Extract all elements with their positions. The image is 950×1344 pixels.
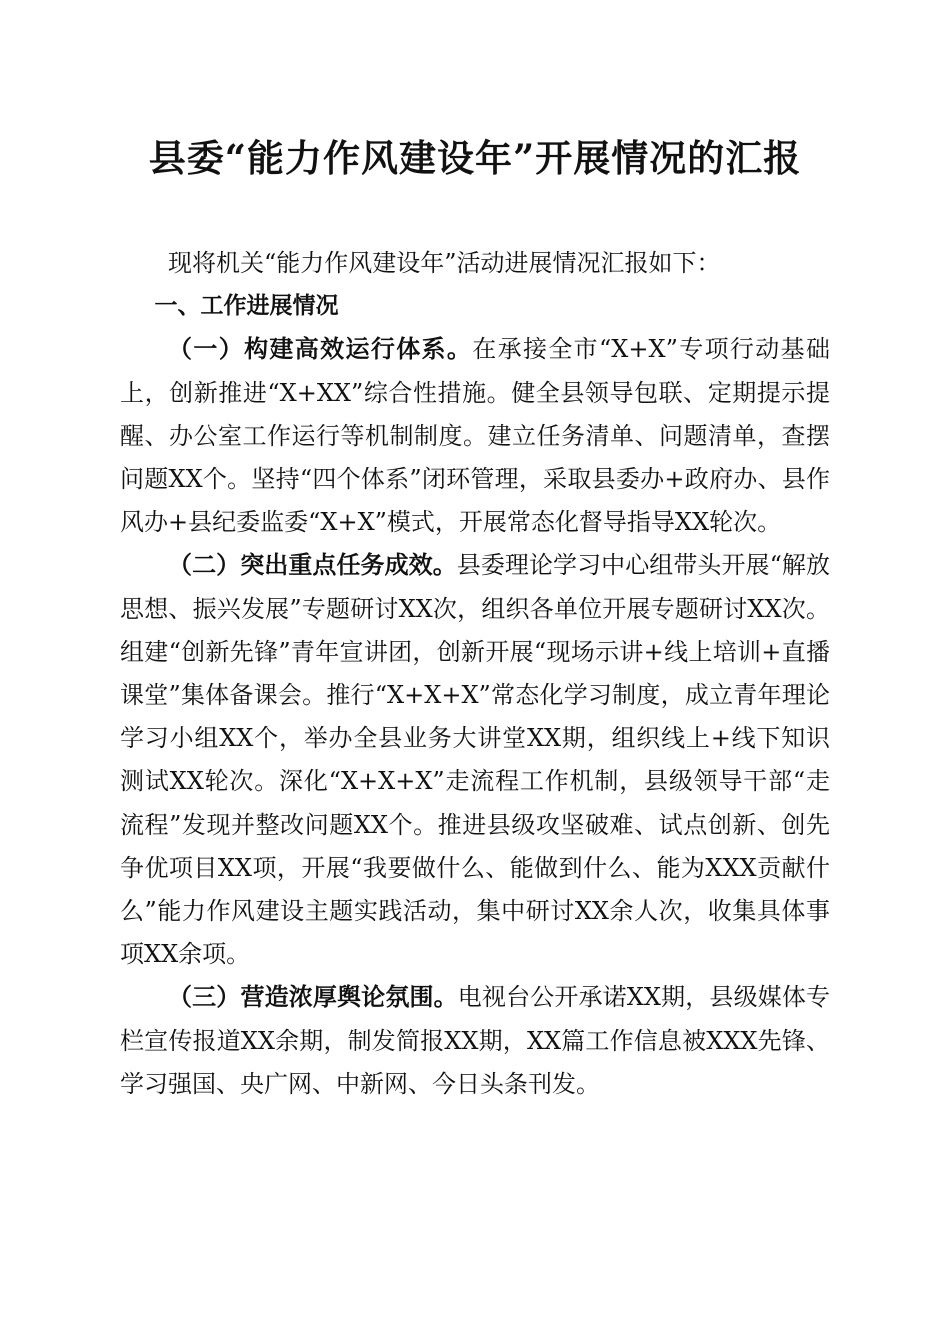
item-text-2: 县委理论学习中心组带头开展“解放思想、振兴发展”专题研讨XX次，组织各单位开展专题研讨XX次。组建“创新先锋”青年宣讲团，创新开展“现场示讲+线上培训+直播课堂”集体备课会。推行“X+X+X”常态化学习制度，成立青年理论学习小组XX个，举办全县业务大讲堂XX期，组织线上+线下知识测试XX轮次。深化“X+X+X”走流程工作机制，县级领导干部“走流程”发现并整改问题XX个。推进县级攻坚破难、试点创新、创先争优项目XX项，开展“我要做什么、能做到什么、能为XXX贡献什么”能力作风建设主题实践活动，集中研讨XX余人次，收集具体事项XX余项。 <box>120 551 830 969</box>
item-text-3: 电视台公开承诺XX期，县级媒体专栏宣传报道XX余期，制发简报XX期，XX篇工作信息被XXX先锋、学习强国、央广网、中新网、今日头条刊发。 <box>120 983 831 1098</box>
item-paragraph-2 <box>120 544 830 976</box>
item-text-1: 在承接全市“X+X”专项行动基础上，创新推进“X+XX”综合性措施。健全县领导包联、定期提示提醒、办公室工作运行等机制制度。建立任务清单、问题清单，查摆问题XX个。坚持“四个体系”闭环管理，采取县委办+政府办、县作风办+县纪委监委“X+X”模式，开展常态化督导指导XX轮次。 <box>120 335 830 537</box>
item-paragraph-3 <box>120 976 830 1106</box>
item-lead-1: （一）构建高效运行体系。 <box>168 335 473 364</box>
document-title: 县委“能力作风建设年”开展情况的汇报 <box>148 136 802 180</box>
section-heading: 一、工作进展情况 <box>154 293 339 320</box>
item-lead-2: （二）突出重点任务成效。 <box>168 551 457 580</box>
intro-paragraph: 现将机关“能力作风建设年”活动进展情况汇报如下： <box>168 249 721 277</box>
item-paragraph-1 <box>120 328 830 544</box>
document-body <box>120 242 830 1106</box>
item-lead-3: （三）营造浓厚舆论氛围。 <box>168 983 458 1012</box>
